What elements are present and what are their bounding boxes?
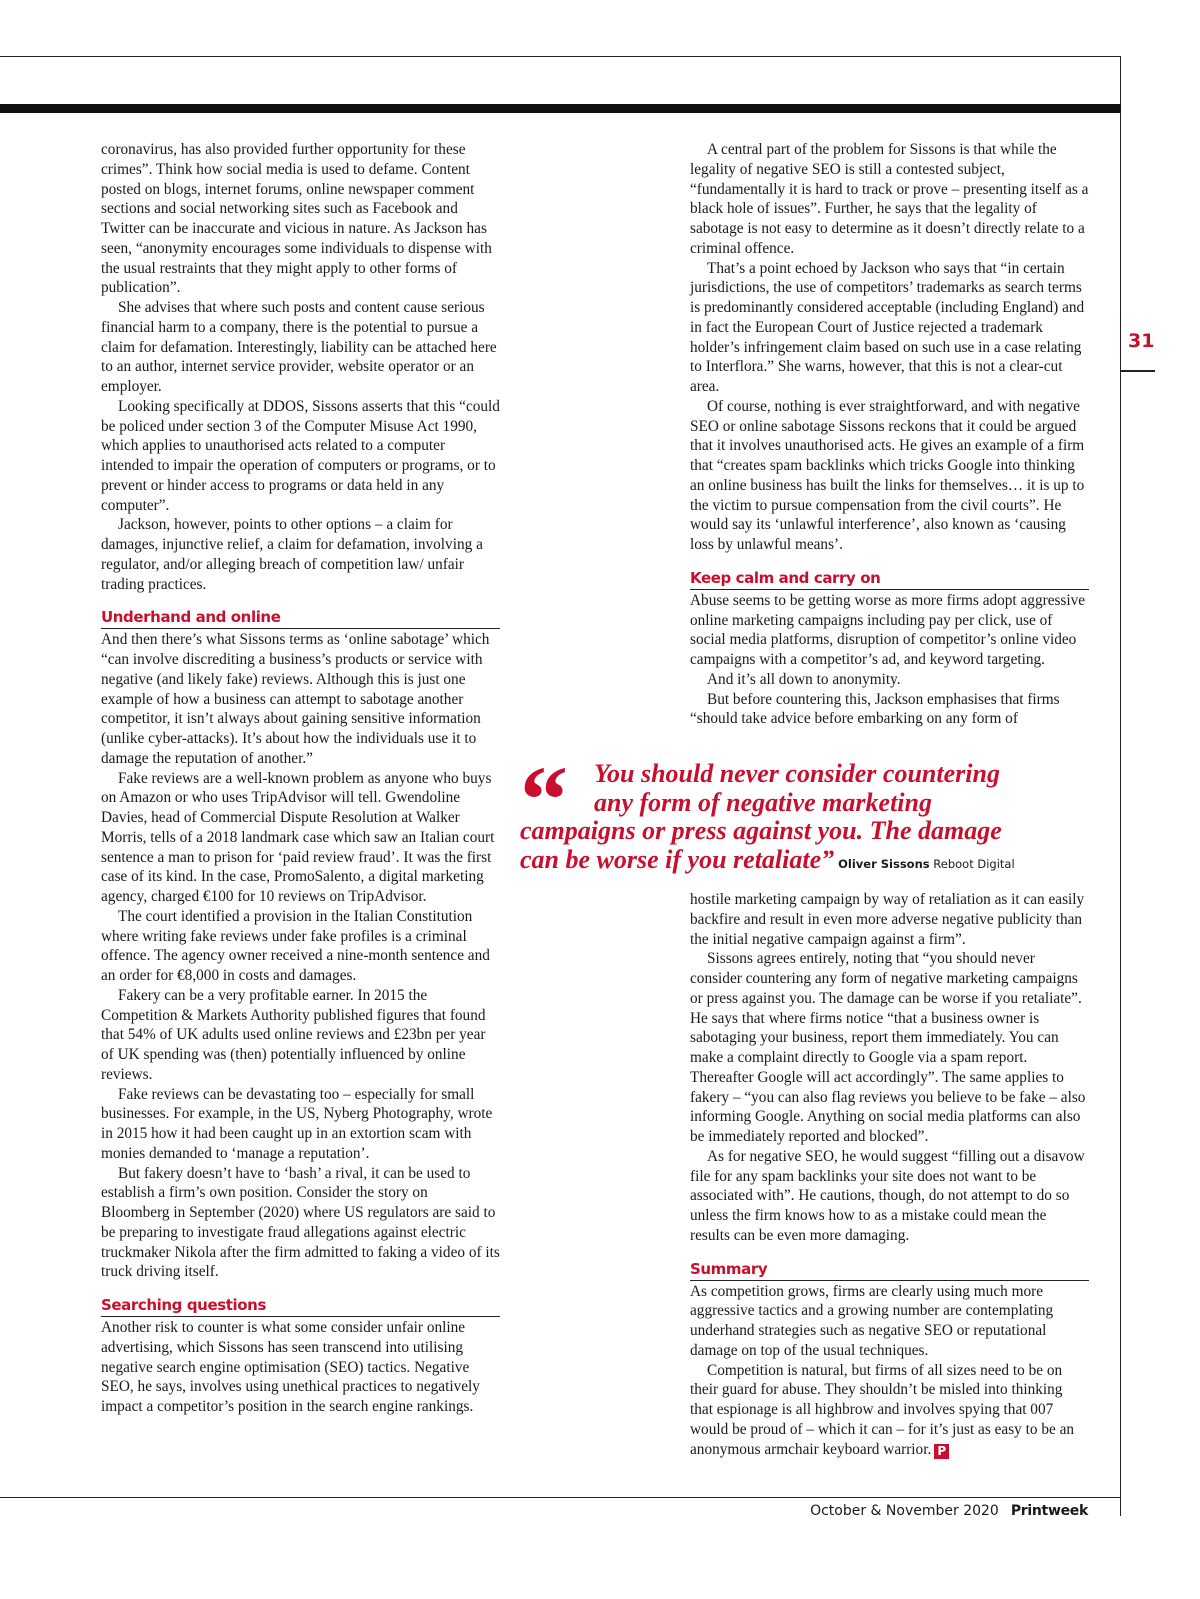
paragraph: Sissons agrees entirely, noting that “you should never consider countering any form of negative marketing campaigns or press against you. The damage can be worse if you retaliate”. He says that where firms notice “that a business owner is sabotaging your business, report them immediately. You can make a complaint directly to Google via a spam report. Thereafter Google will act accordingly”. The same applies to fakery – “you can also flag reviews you believe to be fake – also informing Google. Anything on social media platforms can also be immediately reported and blocked”. (690, 950, 1086, 1145)
header-black-bar (0, 104, 1121, 113)
page-frame-top-rule (0, 56, 1121, 57)
paragraph: Another risk to counter is what some consider unfair online advertising, which Sissons has seen transcend into utilising negative search engine optimisation (SEO) tactics. Negative SEO, he says, involves using unethical practices to negatively impact a competitor’s position in the search engine rankings. (101, 1319, 480, 1415)
page-frame-right-rule (1120, 56, 1121, 1516)
left-column (101, 140, 500, 1417)
pull-quote (520, 760, 1080, 878)
page-footer (810, 1503, 1088, 1519)
paragraph: As competition grows, firms are clearly using much more aggressive tactics and a growing number are contemplating underhand strategies such as negative SEO or reputational damage on top of the usual techniques. (690, 1282, 1054, 1359)
footer-publication: Printweek (1010, 1503, 1088, 1519)
paragraph: That’s a point echoed by Jackson who says that “in certain jurisdictions, the use of competitors’ trademarks as search terms is predominantly considered acceptable (including England) and in fact the European Court of Justice rejected a trademark holder’s infringement claim based on such use in a case relating to Interflora.” She warns, however, that this is not a clear-cut area. (690, 259, 1085, 395)
paragraph: hostile marketing campaign by way of retaliation as it can easily backfire and result in even more adverse negative publicity than the initial negative campaign against a firm”. (690, 891, 1085, 948)
attribution-name: Oliver Sissons (838, 856, 930, 871)
subhead-summary: Summary (690, 1260, 1089, 1281)
subhead-keep-calm-and-carry-on: Keep calm and carry on (690, 569, 1089, 590)
pull-quote-line-last (520, 846, 1080, 879)
paragraph: Abuse seems to be getting worse as more firms adopt aggressive online marketing campaigns including pay per click, use of social media platforms, disruption of competitor’s online video campaigns with a competitor’s ad, and keyword targeting. (690, 591, 1086, 668)
paragraph: Of course, nothing is ever straightforward, and with negative SEO or online sabotage Sissons reckons that it could be argued that it involves unauthorised acts. He gives an example of a firm that “creates spam backlinks which tricks Google into thinking an online business has built the links for themselves… it is up to the victim to pursue compensation from the civil courts”. He would say its ‘unlawful interference’, also known as ‘causing loss by unlawful means’. (690, 397, 1085, 553)
paragraph: And it’s all down to anonymity. (707, 670, 901, 688)
pull-quote-line: You should never consider countering (594, 759, 1000, 788)
page-frame-bottom-rule (0, 1497, 1121, 1498)
subhead-searching-questions: Searching questions (101, 1296, 500, 1317)
pull-quote-line: campaigns or press against you. The damage (520, 816, 1002, 845)
paragraph: The court identified a provision in the Italian Constitution where writing fake reviews under fake profiles is a criminal offence. The agency owner received a nine-month sentence and an order for €8,000 in costs and damages. (101, 907, 490, 984)
subhead-underhand-and-online: Underhand and online (101, 608, 500, 629)
paragraph: Jackson, however, points to other options – a claim for damages, injunctive relief, a claim for defamation, involving a regulator, and/or alleging breach of competition law/ unfair trading practices. (101, 516, 483, 593)
paragraph: coronavirus, has also provided further opportunity for these crimes”. Think how social media is used to defame. Content posted on blogs, internet forums, online newspaper comment sections and social networking sites such as Facebook and Twitter can be inaccurate and vicious in nature. As Jackson has seen, “anonymity encourages some individuals to dispense with the usual restraints that they might apply to other forms of publication”. (101, 141, 492, 297)
paragraph: Fake reviews are a well-known problem as anyone who buys on Amazon or who uses TripAdvisor will tell. Gwendoline Davies, head of Commercial Dispute Resolution at Walker Morris, tells of a 2018 landmark case which saw an Italian court sentence a man to prison for ‘paid review fraud’. It was the first case of its kind. In the case, PromoSalento, a digital marketing agency, charged €100 for 10 reviews on TripAdvisor. (101, 769, 495, 905)
paragraph: A central part of the problem for Sissons is that while the legality of negative SEO is still a contested subject, “fundamentally it is hard to track or prove – presenting itself as a black hole of issues”. Further, he says that the legality of sabotage is not easy to determine as it doesn’t directly relate to a criminal offence. (690, 141, 1089, 257)
paragraph: As for negative SEO, he would suggest “filling out a disavow file for any spam backlinks your site does not want to be associated with”. He cautions, though, do not attempt to do so unless the firm knows how to as a mistake could mean the results can be even more damaging. (690, 1147, 1085, 1244)
page-number: 31 (1128, 330, 1155, 352)
right-column-upper (690, 140, 1089, 729)
paragraph: But fakery doesn’t have to ‘bash’ a rival, it can be used to establish a firm’s own position. Consider the story on Bloomberg in September (2020) where US regulators are said to be preparing to investigate fraud allegations against electric truckmaker Nikola after the firm admitted to faking a video of its truck driving itself. (101, 1164, 500, 1281)
printweek-end-mark-icon: P (934, 1444, 949, 1459)
footer-date: October & November 2020 (810, 1503, 999, 1519)
paragraph: But before countering this, Jackson emphasises that firms “should take advice before embarking on any form of (690, 690, 1060, 728)
paragraph: Looking specifically at DDOS, Sissons asserts that this “could be policed under section 3 of the Computer Misuse Act 1990, which applies to unauthorised acts related to a computer intended to impair the operation of computers or programs, or to prevent or hinder access to programs or data held in any computer”. (101, 397, 500, 514)
right-column-lower (690, 890, 1089, 1459)
paragraph: She advises that where such posts and content cause serious financial harm to a company, there is the potential to pursue a claim for defamation. Interestingly, liability can be attached here to an author, internet service provider, website operator or an employer. (101, 299, 497, 395)
quote-mark-icon: “ (520, 746, 568, 853)
attribution-company: Reboot Digital (933, 856, 1015, 871)
paragraph: And then there’s what Sissons terms as ‘online sabotage’ which “can involve discrediting a business’s products or service with negative (and likely fake) reviews. Although this is just one example of how a business can attempt to sabotage another competitor, it isn’t always about gaining sensitive information (unlike cyber-attacks). It’s about how the individuals use it to damage the reputation of another.” (101, 631, 490, 767)
paragraph: Fake reviews can be devastating too – especially for small businesses. For example, in the US, Nyberg Photography, wrote in 2015 how it had been caught up in an extortion scam with monies demanded to ‘manage a reputation’. (101, 1085, 493, 1162)
page-number-rule (1121, 370, 1155, 372)
pull-quote-line: can be worse if you retaliate” (520, 844, 835, 874)
paragraph: Fakery can be a very profitable earner. In 2015 the Competition & Markets Authority published figures that found that 54% of UK adults used online reviews and £23bn per year of UK spending was (then) potentially influenced by online reviews. (101, 986, 486, 1083)
pull-quote-attribution (838, 857, 1015, 871)
paragraph: Competition is natural, but firms of all sizes need to be on their guard for abuse. They shouldn’t be misled into thinking that espionage is all highbrow and involves spying that 007 would be proud of – which it can – for it’s just as easy to be an anonymous armchair keyboard warrior. (690, 1361, 1075, 1458)
pull-quote-line: any form of negative marketing (594, 787, 932, 817)
paragraph-last (690, 1361, 1089, 1460)
